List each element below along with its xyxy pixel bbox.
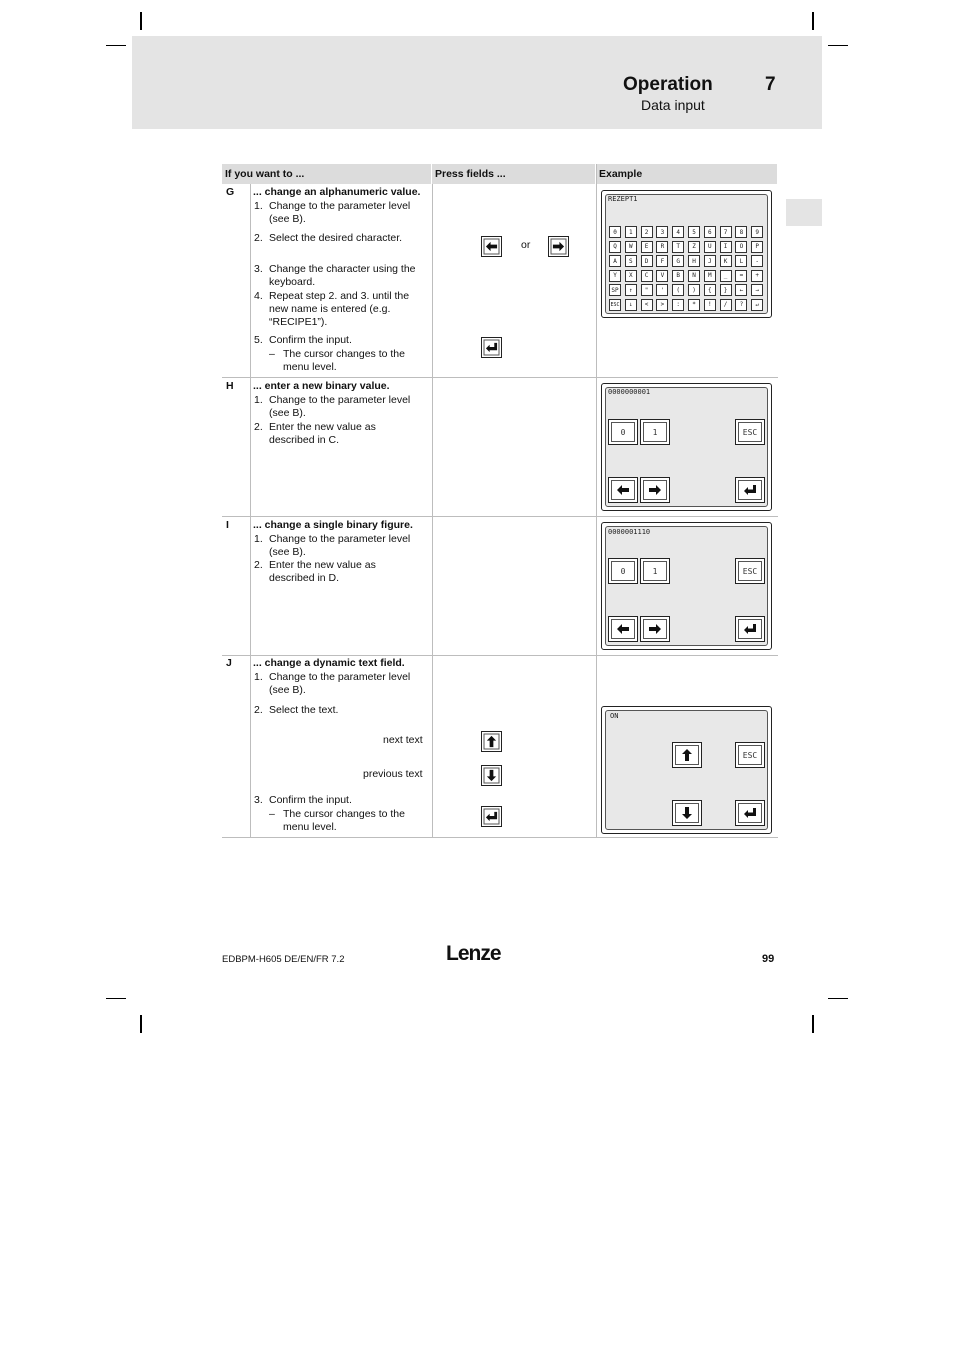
keyboard-key[interactable]: } <box>720 284 732 296</box>
keyboard-key[interactable]: < <box>641 299 653 311</box>
step-text: Enter the new value as <box>269 421 376 433</box>
step-text: Select the desired character. <box>269 232 403 244</box>
arrow-right-icon <box>552 240 565 253</box>
dash: – <box>269 808 275 820</box>
step-text: The cursor changes to the <box>283 348 405 360</box>
keyboard-key[interactable]: X <box>625 270 637 282</box>
grid-line <box>222 837 778 838</box>
keyboard-key[interactable]: P <box>751 241 763 253</box>
step-number: 2. <box>254 232 263 244</box>
keyboard-key[interactable]: Y <box>609 270 621 282</box>
crop-mark <box>106 998 126 999</box>
row-letter: G <box>226 186 235 198</box>
arrow-right-key[interactable] <box>640 616 670 642</box>
chapter-number: 7 <box>765 74 776 95</box>
step-text: described in D. <box>269 572 340 584</box>
step-number: 4. <box>254 290 263 302</box>
step-text: Change to the parameter level <box>269 671 411 683</box>
keyboard-key[interactable]: H <box>688 255 700 267</box>
keyboard-key[interactable]: 2 <box>641 226 653 238</box>
arrow-up-key[interactable] <box>672 742 702 768</box>
keyboard-key[interactable]: SP <box>609 284 621 296</box>
arrow-right-icon <box>648 483 662 497</box>
keyboard-key[interactable]: = <box>735 270 747 282</box>
arrow-left-icon <box>616 483 630 497</box>
step-number: 2. <box>254 559 263 571</box>
arrow-down-key[interactable] <box>672 800 702 826</box>
step-text: new name is entered (e.g. <box>269 303 391 315</box>
keyboard-key[interactable]: > <box>656 299 668 311</box>
key-1[interactable]: 1 <box>640 419 670 445</box>
keyboard-key[interactable]: B <box>672 270 684 282</box>
document-id: EDBPM-H605 DE/EN/FR 7.2 <box>222 954 345 965</box>
arrow-right-button[interactable] <box>548 236 569 257</box>
keyboard-key[interactable]: / <box>720 299 732 311</box>
row-title: ... enter a new binary value. <box>253 380 390 392</box>
step-number: 3. <box>254 263 263 275</box>
keyboard-key[interactable]: 9 <box>751 226 763 238</box>
keyboard-key[interactable]: G <box>672 255 684 267</box>
keyboard-key[interactable]: ESC <box>609 299 621 311</box>
crop-mark <box>828 998 848 999</box>
enter-icon <box>743 806 757 820</box>
step-text: “RECIPE1”). <box>269 316 328 328</box>
next-text-label: next text <box>383 734 423 746</box>
row-letter: I <box>226 519 229 531</box>
arrow-left-button[interactable] <box>481 236 502 257</box>
keyboard-key[interactable]: K <box>720 255 732 267</box>
keyboard-key[interactable]: J <box>704 255 716 267</box>
step-text: Select the text. <box>269 704 339 716</box>
grid-line <box>222 377 778 378</box>
keyboard-key[interactable]: ↵ <box>751 299 763 311</box>
key-0[interactable]: 0 <box>608 558 638 584</box>
key-0[interactable]: 0 <box>608 419 638 445</box>
row-title: ... change an alphanumeric value. <box>253 186 421 198</box>
keyboard-key[interactable]: : <box>672 299 684 311</box>
arrow-up-icon <box>485 735 498 748</box>
crop-mark <box>812 12 814 30</box>
grid-line <box>222 516 778 517</box>
keyboard-key[interactable]: ! <box>704 299 716 311</box>
keyboard-key[interactable]: 4 <box>672 226 684 238</box>
keyboard-key[interactable]: E <box>641 241 653 253</box>
keyboard-key[interactable]: I <box>720 241 732 253</box>
step-text: (see B). <box>269 213 306 225</box>
enter-key[interactable] <box>735 616 765 642</box>
arrow-down-button[interactable] <box>481 765 502 786</box>
esc-key[interactable]: ESC <box>735 742 765 768</box>
keyboard-key[interactable]: - <box>751 255 763 267</box>
keyboard-key[interactable]: 5 <box>688 226 700 238</box>
step-text: Confirm the input. <box>269 334 352 346</box>
arrow-up-icon <box>680 748 694 762</box>
previous-text-label: previous text <box>363 768 423 780</box>
enter-key[interactable] <box>735 800 765 826</box>
keyboard-key[interactable]: Q <box>609 241 621 253</box>
crop-mark <box>828 45 848 46</box>
step-text: described in C. <box>269 434 340 446</box>
keyboard-key[interactable]: D <box>641 255 653 267</box>
grid-line <box>432 184 433 837</box>
keyboard-key[interactable]: W <box>625 241 637 253</box>
arrow-up-button[interactable] <box>481 731 502 752</box>
keyboard-key[interactable]: 1 <box>625 226 637 238</box>
keyboard-key[interactable]: ( <box>672 284 684 296</box>
keyboard-key[interactable]: ← <box>735 284 747 296</box>
enter-icon <box>743 483 757 497</box>
col-header-want: If you want to ... <box>222 164 431 184</box>
keyboard-key[interactable]: 6 <box>704 226 716 238</box>
crop-mark <box>140 12 142 30</box>
esc-key[interactable]: ESC <box>735 558 765 584</box>
keyboard-key[interactable]: A <box>609 255 621 267</box>
key-1[interactable]: 1 <box>640 558 670 584</box>
row-title: ... change a dynamic text field. <box>253 657 405 669</box>
arrow-left-key[interactable] <box>608 477 638 503</box>
display-text: ON <box>610 712 619 720</box>
keyboard-key[interactable]: ) <box>688 284 700 296</box>
step-text: Repeat step 2. and 3. until the <box>269 290 410 302</box>
keyboard-key[interactable]: T <box>672 241 684 253</box>
row-letter: J <box>226 657 232 669</box>
page-subtitle: Data input <box>641 97 705 113</box>
keyboard-key[interactable]: " <box>641 284 653 296</box>
keyboard-key[interactable]: V <box>656 270 668 282</box>
arrow-right-icon <box>648 622 662 636</box>
step-text: (see B). <box>269 546 306 558</box>
display-text: REZEPT1 <box>608 195 638 203</box>
enter-button[interactable] <box>481 806 502 827</box>
enter-icon <box>743 622 757 636</box>
page-header <box>132 36 822 129</box>
enter-icon <box>485 810 498 823</box>
keyboard-key[interactable]: N <box>688 270 700 282</box>
keyboard-key[interactable]: C <box>641 270 653 282</box>
step-text: (see B). <box>269 684 306 696</box>
arrow-left-key[interactable] <box>608 616 638 642</box>
arrow-right-key[interactable] <box>640 477 670 503</box>
keyboard-key[interactable]: ? <box>735 299 747 311</box>
step-text: (see B). <box>269 407 306 419</box>
keyboard-key[interactable]: M <box>704 270 716 282</box>
keyboard-key[interactable]: ↓ <box>625 299 637 311</box>
step-number: 2. <box>254 421 263 433</box>
step-text: The cursor changes to the <box>283 808 405 820</box>
step-text: Confirm the input. <box>269 794 352 806</box>
keyboard-key[interactable]: 3 <box>656 226 668 238</box>
row-title: ... change a single binary figure. <box>253 519 413 531</box>
keyboard-key[interactable]: U <box>704 241 716 253</box>
step-number: 3. <box>254 794 263 806</box>
step-text: Change to the parameter level <box>269 533 411 545</box>
step-number: 1. <box>254 200 263 212</box>
step-text: Change to the parameter level <box>269 200 411 212</box>
esc-key[interactable]: ESC <box>735 419 765 445</box>
step-text: Change the character using the <box>269 263 416 275</box>
crop-mark <box>140 1015 142 1033</box>
arrow-left-icon <box>616 622 630 636</box>
step-number: 1. <box>254 533 263 545</box>
step-text: keyboard. <box>269 276 316 288</box>
dash: – <box>269 348 275 360</box>
or-label: or <box>521 239 531 251</box>
keyboard-key[interactable]: → <box>751 284 763 296</box>
grid-line <box>250 184 251 837</box>
display-text: 0000000001 <box>608 388 651 396</box>
side-tab <box>786 199 822 226</box>
enter-icon <box>485 341 498 354</box>
brand-logo: Lenze <box>446 942 501 965</box>
keyboard-key[interactable]: _ <box>720 270 732 282</box>
col-header-example: Example <box>596 164 777 184</box>
step-number: 5. <box>254 334 263 346</box>
step-number: 1. <box>254 671 263 683</box>
arrow-down-icon <box>485 769 498 782</box>
keyboard-key[interactable]: Z <box>688 241 700 253</box>
arrow-left-icon <box>485 240 498 253</box>
keyboard-key[interactable]: + <box>751 270 763 282</box>
page-number: 99 <box>762 953 775 965</box>
enter-button[interactable] <box>481 337 502 358</box>
step-text: Enter the new value as <box>269 559 376 571</box>
grid-line <box>596 164 597 837</box>
keyboard-key[interactable]: { <box>704 284 716 296</box>
col-header-press: Press fields ... <box>432 164 595 184</box>
display-text: 0000001110 <box>608 528 651 536</box>
step-number: 1. <box>254 394 263 406</box>
arrow-down-icon <box>680 806 694 820</box>
keyboard-key[interactable]: 0 <box>609 226 621 238</box>
keyboard-key[interactable]: F <box>656 255 668 267</box>
step-text: menu level. <box>283 361 337 373</box>
keyboard-key[interactable]: L <box>735 255 747 267</box>
keyboard-key[interactable]: ↑ <box>625 284 637 296</box>
keyboard-key[interactable]: S <box>625 255 637 267</box>
keyboard-key[interactable]: ' <box>656 284 668 296</box>
crop-mark <box>106 45 126 46</box>
page-title: Operation <box>623 74 713 95</box>
step-text: menu level. <box>283 821 337 833</box>
crop-mark <box>812 1015 814 1033</box>
keyboard-key[interactable]: * <box>688 299 700 311</box>
step-number: 2. <box>254 704 263 716</box>
row-letter: H <box>226 380 234 392</box>
keyboard-key[interactable]: R <box>656 241 668 253</box>
keyboard-key[interactable]: 8 <box>735 226 747 238</box>
grid-line <box>222 655 778 656</box>
enter-key[interactable] <box>735 477 765 503</box>
keyboard-key[interactable]: O <box>735 241 747 253</box>
keyboard-key[interactable]: 7 <box>720 226 732 238</box>
step-text: Change to the parameter level <box>269 394 411 406</box>
